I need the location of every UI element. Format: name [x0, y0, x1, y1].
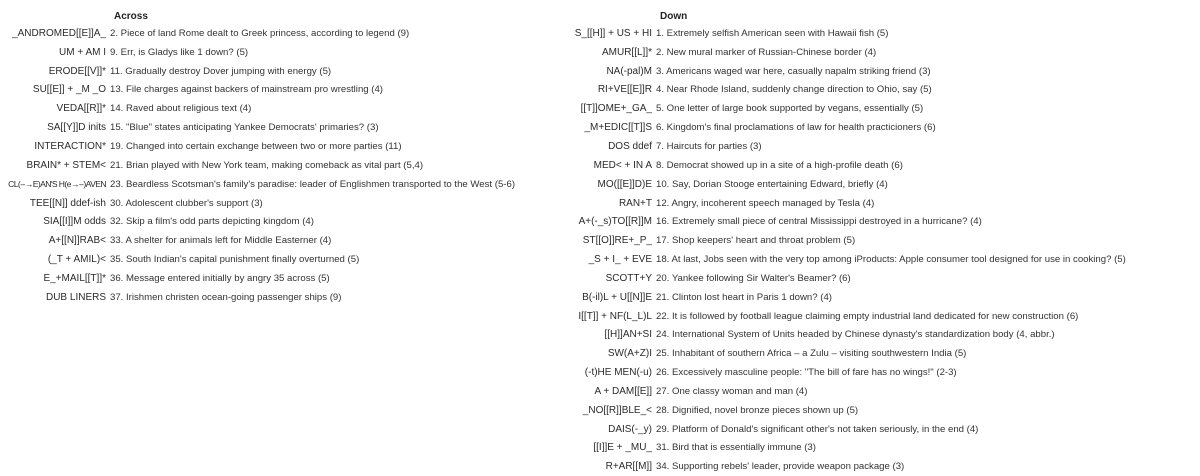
wordplay: I[[T]] + NF(L_L)L [578, 310, 652, 322]
clue-text: 12. Angry, incoherent speech managed by Tesla (4) [656, 197, 875, 209]
wordplay: VEDA[[R]]* [56, 103, 106, 115]
wordplay: RI+VE[[E]]R [597, 84, 652, 96]
clue-text: 19. Changed into certain exchange between two or more parties (11) [110, 140, 402, 152]
clue-text: 18. At last, Jobs seen with the very top among iProducts: Apple consumer tool designed for use in cooking? (5) [656, 254, 1126, 266]
wordplay: SIA[[I]]M odds [43, 216, 106, 228]
wordplay: SW(A+Z)I [607, 348, 652, 360]
clue-text: 6. Kingdom's final proclamations of law for health practicioners (6) [656, 122, 936, 134]
clue-text: 21. Clinton lost heart in Paris 1 down? (4) [656, 291, 832, 303]
down-clue-row [546, 307, 1126, 326]
wordplay: (_T + AMIL)< [47, 254, 106, 266]
wordplay: SA[[Y]]D inits [47, 122, 106, 134]
down-clue-row [546, 156, 1126, 175]
down-clue-row [546, 118, 1126, 137]
wordplay: RAN+T [618, 197, 652, 209]
wordplay: MED< + IN A [593, 159, 652, 171]
across-clue-row [0, 250, 515, 269]
clue-text: 32. Skip a film's odd parts depicting kingdom (4) [110, 216, 314, 228]
clue-text: 20. Yankee following Sir Walter's Beamer? (6) [656, 272, 851, 284]
down-clue-row [546, 99, 1126, 118]
clue-text: 9. Err, is Gladys like 1 down? (5) [110, 46, 249, 58]
clue-text: 24. International System of Units headed by Chinese dynasty's standardization body (4, abbr.) [656, 329, 1055, 341]
clue-text: 26. Excessively masculine people: "The bill of fare has no wings!" (2-3) [656, 367, 957, 379]
down-clue-row [546, 326, 1126, 345]
clue-text: 16. Extremely small piece of central Mississippi destroyed in a hurricane? (4) [656, 216, 982, 228]
wordplay: CL(--→E)AN'S H(e→--)AVEN [8, 179, 106, 190]
clue-text: 4. Near Rhode Island, suddenly change direction to Ohio, say (5) [656, 84, 932, 96]
clue-text: 13. File charges against backers of mainstream pro wrestling (4) [110, 84, 384, 96]
wordplay: DUB LINERS [45, 291, 106, 303]
down-clue-row [546, 420, 1126, 439]
wordplay: INTERACTION* [34, 140, 106, 152]
across-clue-row [0, 24, 515, 43]
wordplay: S_[[H]] + US + HI [574, 27, 652, 39]
across-clue-row [0, 62, 515, 81]
clue-text: 22. It is followed by football league claiming empty industrial land dedicated for new construction (6) [656, 310, 1079, 322]
wordplay: SCOTT+Y [605, 272, 652, 284]
down-clue-row [546, 137, 1126, 156]
down-heading: Down [660, 11, 688, 22]
clue-text: 28. Dignified, novel bronze pieces shown up (5) [656, 404, 859, 416]
down-clue-row [546, 363, 1126, 382]
wordplay: BRAIN* + STEM< [26, 159, 106, 171]
clue-text: 5. One letter of large book supported by vegans, essentially (5) [656, 103, 924, 115]
wordplay: DOS ddef [608, 140, 652, 152]
down-clue-row [546, 24, 1126, 43]
clue-text: 1. Extremely selfish American seen with Hawaii fish (5) [656, 27, 889, 39]
wordplay: SU[[E]] + _M _O [32, 84, 106, 96]
down-clue-row [546, 62, 1126, 81]
across-clue-row [0, 118, 515, 137]
down-clue-row [546, 194, 1126, 213]
wordplay: [[I]]E + _MU_ [593, 442, 652, 454]
down-clue-row [546, 382, 1126, 401]
across-clue-row [0, 137, 515, 156]
down-clue-row [546, 250, 1126, 269]
clue-text: 17. Shop keepers' heart and throat problem (5) [656, 235, 856, 247]
clue-text: 11. Gradually destroy Dover jumping with energy (5) [110, 65, 332, 77]
clue-text: 34. Supporting rebels' leader, provide weapon package (3) [656, 461, 905, 473]
clue-text: 15. "Blue" states anticipating Yankee Democrats' primaries? (3) [110, 122, 379, 134]
wordplay: _NO[[R]]BLE_< [582, 404, 652, 416]
clue-text: 7. Haircuts for parties (3) [656, 140, 762, 152]
down-clue-row [546, 288, 1126, 307]
down-clue-row [546, 457, 1126, 476]
across-clue-row [0, 156, 515, 175]
across-clue-list [0, 24, 515, 307]
across-clue-row [0, 81, 515, 100]
clue-text: 25. Inhabitant of southern Africa – a Zulu – visiting southwestern India (5) [656, 348, 967, 360]
clue-text: 14. Raved about religious text (4) [110, 103, 252, 115]
across-clue-row [0, 43, 515, 62]
across-clue-row [0, 269, 515, 288]
wordplay: R+AR[[M]] [605, 461, 652, 473]
down-clue-row [546, 401, 1126, 420]
clue-text: 36. Message entered initially by angry 35 across (5) [110, 272, 330, 284]
down-clue-row [546, 344, 1126, 363]
across-clue-row [0, 194, 515, 213]
across-clue-row [0, 175, 515, 194]
wordplay: UM + AM I [59, 46, 106, 58]
clue-text: 2. New mural marker of Russian-Chinese border (4) [656, 46, 877, 58]
down-clue-list [546, 24, 1126, 476]
clue-text: 29. Platform of Donald's significant other's not taken seriously, in the end (4) [656, 423, 979, 435]
wordplay: DAIS(-_y) [608, 423, 652, 435]
clue-text: 8. Democrat showed up in a site of a high-profile death (6) [656, 159, 903, 171]
wordplay: _ANDROMED[[E]]A_ [12, 27, 106, 39]
across-clue-row [0, 231, 515, 250]
clue-text: 23. Beardless Scotsman's family's paradise: leader of Englishmen transported to the West (5-6) [110, 178, 516, 190]
down-clue-row [546, 43, 1126, 62]
clue-text: 27. One classy woman and man (4) [656, 385, 808, 397]
down-clue-row [546, 231, 1126, 250]
across-heading: Across [114, 11, 148, 22]
down-clue-row [546, 175, 1126, 194]
wordplay: (-t)HE MEN(-u) [584, 367, 652, 379]
wordplay: ERODE[[V]]* [48, 65, 106, 77]
clue-text: 33. A shelter for animals left for Middle Easterner (4) [110, 235, 332, 247]
wordplay: [[H]]AN+SI [604, 329, 652, 341]
down-clue-row [546, 212, 1126, 231]
clue-text: 10. Say, Dorian Stooge entertaining Edward, briefly (4) [656, 178, 888, 190]
down-clue-row [546, 81, 1126, 100]
down-clue-row [546, 269, 1126, 288]
clue-text: 3. Americans waged war here, casually napalm striking friend (3) [656, 65, 931, 77]
across-clue-row [0, 288, 515, 307]
wordplay: B(-il)L + U[[N]]E [582, 291, 652, 303]
wordplay: A+[[N]]RAB< [48, 235, 106, 247]
clue-text: 2. Piece of land Rome dealt to Greek princess, according to legend (9) [110, 27, 410, 39]
wordplay: MO([[E]]D)E [597, 178, 652, 190]
across-column [0, 10, 515, 307]
wordplay: E_+MAIL[[T]]* [43, 272, 106, 284]
across-clue-row [0, 99, 515, 118]
down-clue-row [546, 439, 1126, 458]
clue-text: 37. Irishmen christen ocean-going passenger ships (9) [110, 291, 342, 303]
wordplay: A+(-_s)TO[[R]]M [578, 216, 652, 228]
wordplay: TEE[[N]] ddef-ish [29, 197, 106, 209]
wordplay: AMUR[[L]]* [601, 46, 652, 58]
clue-text: 31. Bird that is essentially immune (3) [656, 442, 816, 454]
clue-text: 35. South Indian's capital punishment finally overturned (5) [110, 254, 360, 266]
clue-text: 30. Adolescent clubber's support (3) [110, 197, 263, 209]
clue-text: 21. Brian played with New York team, making comeback as vital part (5,4) [110, 159, 424, 171]
wordplay: _M+EDIC[[T]]S [584, 122, 652, 134]
wordplay: ST[[O]]RE+_P_ [582, 235, 652, 247]
wordplay: A + DAM[[E]] [594, 385, 652, 397]
down-column [546, 10, 1126, 476]
across-clue-row [0, 212, 515, 231]
wordplay: [[T]]OME+_GA_ [580, 103, 652, 115]
wordplay: NA(-pal)M [606, 65, 652, 77]
wordplay: _S + I_ + EVE [588, 254, 652, 266]
